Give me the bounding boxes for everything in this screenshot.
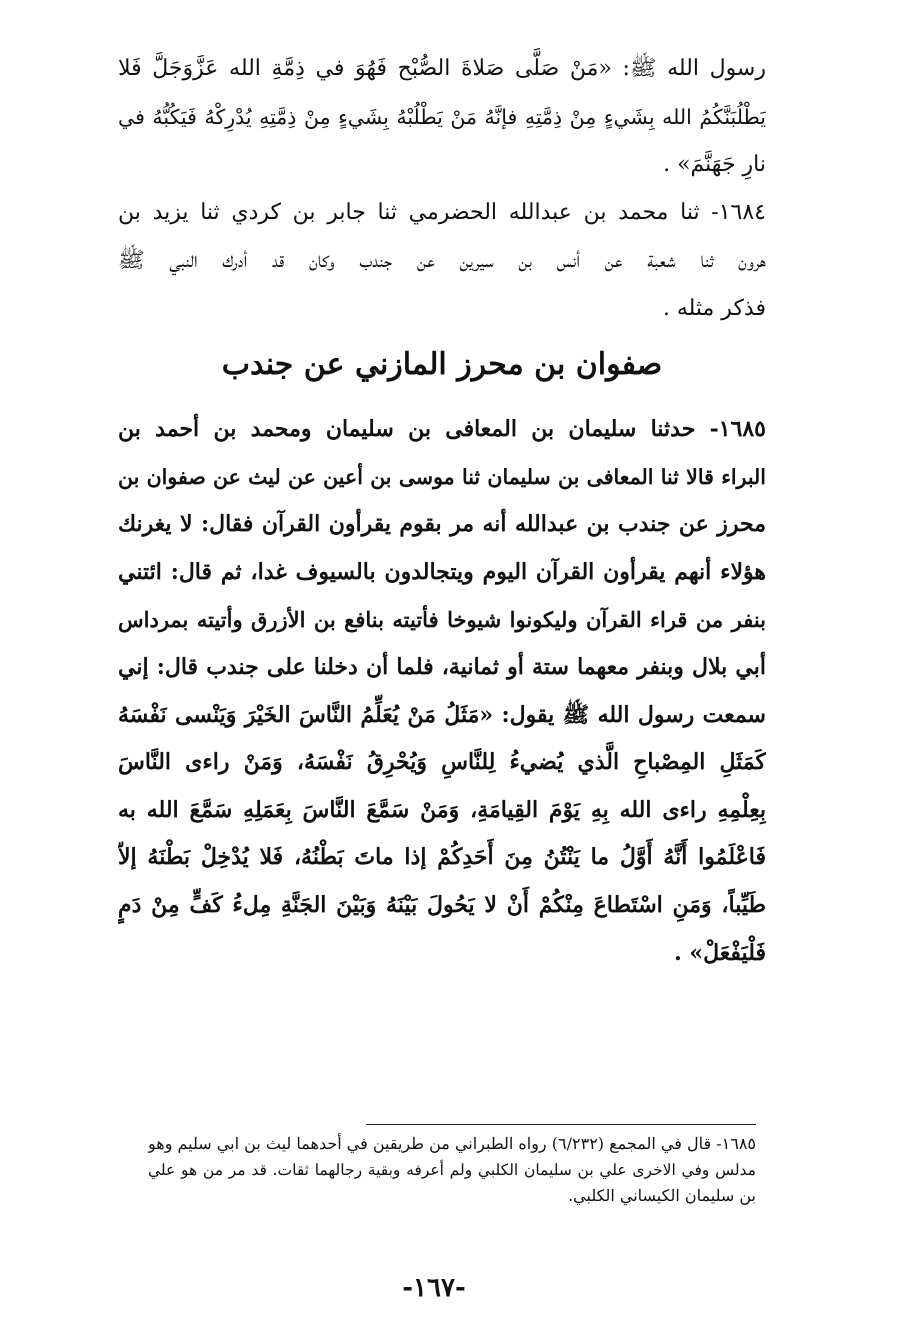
text-line: بِعِلْمِهِ راءى الله بِهِ يَوْمَ القِيامَةِ، وَمَنْ سَمَّعَ النَّاسَ بِعَمَلِهِ سَمَّعَ الله به (118, 796, 766, 823)
text-line: ١٦٨٥- حدثنا سليمان بن المعافى بن سليمان ومحمد بن أحمد بن (118, 416, 766, 442)
text-line: فذكر مثله . (662, 296, 766, 321)
text-line: يَطْلُبَنَّكُمُ الله بِشَيءٍ مِنْ ذِمَّتِهِ فإنَّهُ مَنْ يَطْلُبْهُ بِشَيءٍ مِنْ ذِمَّتِهِ يُدْرِكْهُ فَيَكُبُّهُ في (118, 105, 766, 129)
text-line: أبي بلال وبنفر معهما ستة أو ثمانية، فلما أن دخلنا على جندب قال: إني (118, 653, 766, 680)
text-line: محرز عن جندب بن عبدالله أنه مر بقوم يقرأون القرآن فقال: لا يغرنك (118, 511, 766, 538)
footnote-line: بن سليمان الكيساني الكلبي. (568, 1186, 756, 1205)
section-heading: صفوان بن محرز المازني عن جندب (221, 347, 663, 382)
footnote (148, 1131, 756, 1209)
footnote-divider (366, 1124, 756, 1125)
text-line: كَمَثَلِ المِصْباحِ الَّذي يُضيءُ لِلنَّاسِ وَيُحْرِقُ نَفْسَهُ، وَمَنْ راءى النَّاسَ (118, 749, 766, 776)
text-line: نارِ جَهَنَّمَ» . (663, 152, 766, 177)
text-line: فَاعْلَمُوا أَنَّهُ أَوَّلُ ما يَنْتُنُ مِنَ أَحَدِكُمْ إذا ماتَ بَطْنُهُ، فَلا يُدْخِلْ بَطْنَهُ إلاّ (118, 844, 766, 871)
hadith-1685-paragraph (118, 406, 766, 977)
text-line: بنفر من قراء القرآن وليكونوا شيوخا فأتيته بنافع بن الأزرق وأتيته بمرداس (118, 607, 766, 633)
text-line: البراء قالا ثنا المعافى بن سليمان ثنا موسى بن أعين عن ليث عن صفوان بن (118, 464, 766, 489)
hadith-continuation-paragraph (118, 45, 766, 189)
page-number: -١٦٧- (402, 1273, 466, 1303)
footnote-line: ١٦٨٥- قال في المجمع (٦/٢٣٢) رواه الطبراني من طريقين في أحدهما ليث بن ابي سليم وهو (148, 1134, 756, 1153)
text-line: هؤلاء أنهم يقرأون القرآن اليوم ويتجالدون بالسيوف غدا، ثم قال: ائتني (118, 558, 766, 585)
text-line: ١٦٨٤- ثنا محمد بن عبدالله الحضرمي ثنا جابر بن كردي ثنا يزيد بن (118, 200, 766, 225)
text-line: طَيِّباً، وَمَنِ اسْتَطاعَ مِنْكُمْ أَنْ لا يَحُولَ بَيْنَهُ وَبَيْنَ الجَنَّةِ مِلءُ كَفٍّ مِنْ دَمٍ (118, 891, 766, 918)
text-line: رسول الله ﷺ: «مَنْ صَلَّى صَلاةَ الصُّبْح فَهُوَ في ذِمَّةِ الله عَزَّوَجَلَّ فَلا (118, 56, 766, 81)
footnote-line: مدلس وفي الاخرى علي بن سليمان الكلبي ولم أعرفه وبقية رجالهما ثقات. قد مر من هو علي (148, 1161, 756, 1179)
hadith-1684-paragraph (118, 189, 766, 333)
text-line: هرون ثنا شعبة عن أنس بن سيرين عن جندب وكان قد أدرك النبي ﷺ (118, 248, 766, 273)
text-line: سمعت رسول الله ﷺ يقول: «مَثَلُ مَنْ يُعَلِّمُ النَّاسَ الخَيْرَ وَيَنْسى نَفْسَهُ (118, 701, 766, 728)
text-line: فَلْيَفْعَلْ» . (674, 939, 766, 966)
